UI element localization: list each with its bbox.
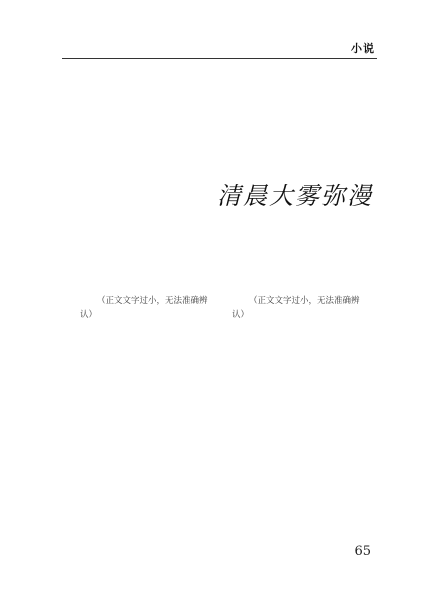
- header-divider: [62, 58, 377, 59]
- body-column-right: [232, 294, 372, 322]
- article-title: 清晨大雾弥漫: [217, 182, 373, 210]
- page-number: 65: [354, 544, 371, 559]
- body-paragraph: （正文文字过小，无法准确辨认）: [232, 296, 360, 320]
- body-column-left: [80, 294, 220, 322]
- body-paragraph: （正文文字过小，无法准确辨认）: [80, 296, 208, 320]
- section-label: 小说: [351, 42, 375, 55]
